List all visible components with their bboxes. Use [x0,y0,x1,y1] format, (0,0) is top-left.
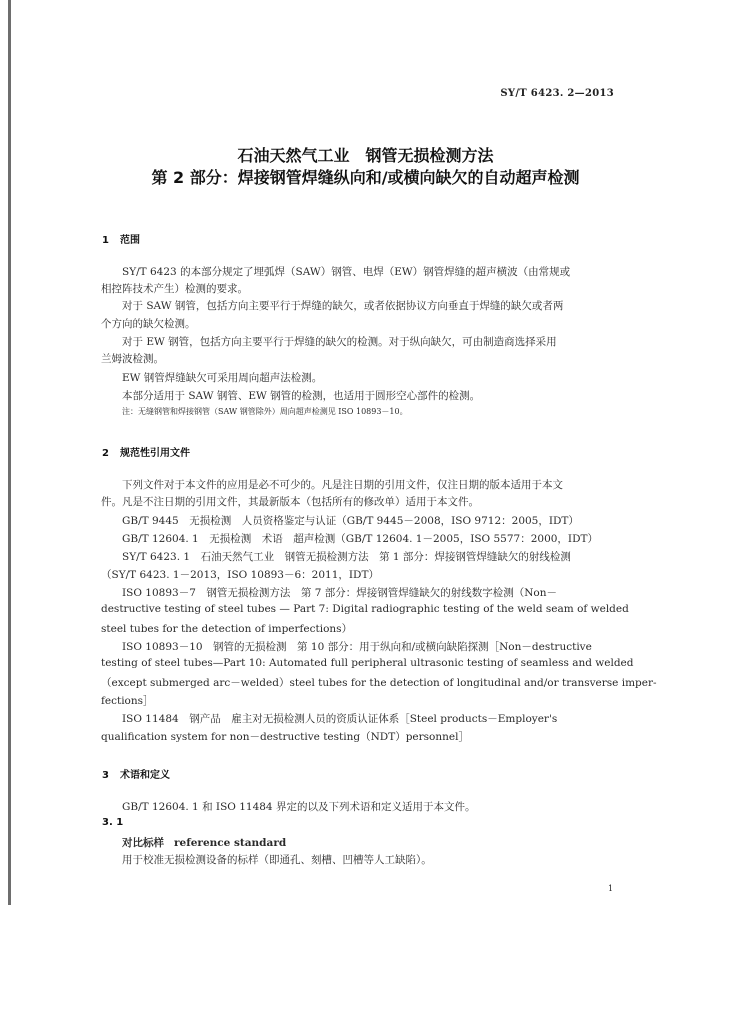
term-english: reference standard [174,837,287,849]
term-chinese: 对比标样 [122,837,164,849]
section-title: 范围 [120,235,140,246]
clause-number: 3. 1 [102,817,124,828]
section-number: 3 [102,770,109,781]
reference-iso11484b: qualification system for non－destructive testing（NDT）personnel］ [101,731,469,743]
title-line-2: 第 2 部分：焊接钢管焊缝纵向和/或横向缺欠的自动超声检测 [151,168,580,187]
terms-intro: GB/T 12604. 1 和 ISO 11484 界定的以及下列术语和定义适用于本文件。 [122,801,476,813]
section-title: 规范性引用文件 [120,448,190,459]
section-number: 2 [102,448,109,459]
reference-iso10893-7b: destructive testing of steel tubes — Part 7: Digital radiographic testing of the weld seam of welded [101,603,629,615]
reference-syt6423-1a: SY/T 6423. 1 石油天然气工业 钢管无损检测方法 第 1 部分：焊接钢管焊缝缺欠的射线检测 [122,551,571,563]
reference-gbt9445: GB/T 9445 无损检测 人员资格鉴定与认证（GB/T 9445－2008，ISO 9712：2005，IDT） [122,515,579,527]
refs-intro-a: 下列文件对于本文件的应用是必不可少的。凡是注日期的引用文件，仅注日期的版本适用于本文 [122,479,563,491]
scope-paragraph-1a: SY/T 6423 的本部分规定了埋弧焊（SAW）钢管、电焊（EW）钢管焊缝的超声横波（由常规或 [122,266,571,278]
title-line-1: 石油天然气工业 钢管无损检测方法 [237,146,494,165]
refs-intro-b: 件。凡是不注日期的引用文件，其最新版本（包括所有的修改单）适用于本文件。 [101,496,479,508]
scope-paragraph-4: EW 钢管焊缝缺欠可采用周向超声法检测。 [122,372,323,384]
scope-paragraph-5: 本部分适用于 SAW 钢管、EW 钢管的检测，也适用于圆形空心部件的检测。 [122,390,481,402]
scope-paragraph-3b: 兰姆波检测。 [101,353,164,365]
reference-iso10893-10b: testing of steel tubes—Part 10: Automated full peripheral ultrasonic testing of seamless and welded [101,657,634,669]
reference-syt6423-1b: （SY/T 6423. 1－2013，ISO 10893－6：2011，IDT） [101,569,379,581]
reference-iso10893-10c: （except submerged arc－welded）steel tubes for the detection of longitudinal and/or transverse imper- [101,677,657,689]
scope-paragraph-2a: 对于 SAW 钢管，包括方向主要平行于焊缝的缺欠，或者依据协议方向垂直于焊缝的缺欠或者两 [122,300,564,312]
page-spine-shadow [8,0,11,905]
reference-iso11484a: ISO 11484 钢产品 雇主对无损检测人员的资质认证体系［Steel products－Employer's [122,713,558,725]
scope-paragraph-2b: 个方向的缺欠检测。 [101,318,196,330]
reference-gbt12604: GB/T 12604. 1 无损检测 术语 超声检测（GB/T 12604. 1－2005，ISO 5577：2000，IDT） [122,533,599,545]
reference-iso10893-7a: ISO 10893－7 钢管无损检测方法 第 7 部分：焊接钢管焊缝缺欠的射线数字检测（Non－ [122,587,557,599]
scope-paragraph-3a: 对于 EW 钢管，包括方向主要平行于焊缝的缺欠的检测。对于纵向缺欠，可由制造商选择采用 [122,336,557,348]
reference-iso10893-7c: steel tubes for the detection of imperfections） [101,623,353,635]
section-heading-terms [102,766,170,781]
page-number: 1 [608,884,614,893]
section-heading-scope [102,231,140,246]
standard-code: SY/T 6423. 2—2013 [500,88,614,99]
reference-iso10893-10d: fections］ [101,695,154,707]
scope-paragraph-1b: 相控阵技术产生）检测的要求。 [101,283,248,295]
section-heading-normative-references [102,444,190,459]
section-title: 术语和定义 [120,770,170,781]
term-entry [122,835,286,850]
section-number: 1 [102,235,109,246]
term-definition: 用于校准无损检测设备的标样（即通孔、刻槽、凹槽等人工缺陷）。 [122,854,432,866]
scope-note: 注：无缝钢管和焊接钢管（SAW 钢管除外）周向超声检测见 ISO 10893－10。 [122,407,408,416]
reference-iso10893-10a: ISO 10893－10 钢管的无损检测 第 10 部分：用于纵向和/或横向缺陷探测［Non－destructive [122,641,592,653]
